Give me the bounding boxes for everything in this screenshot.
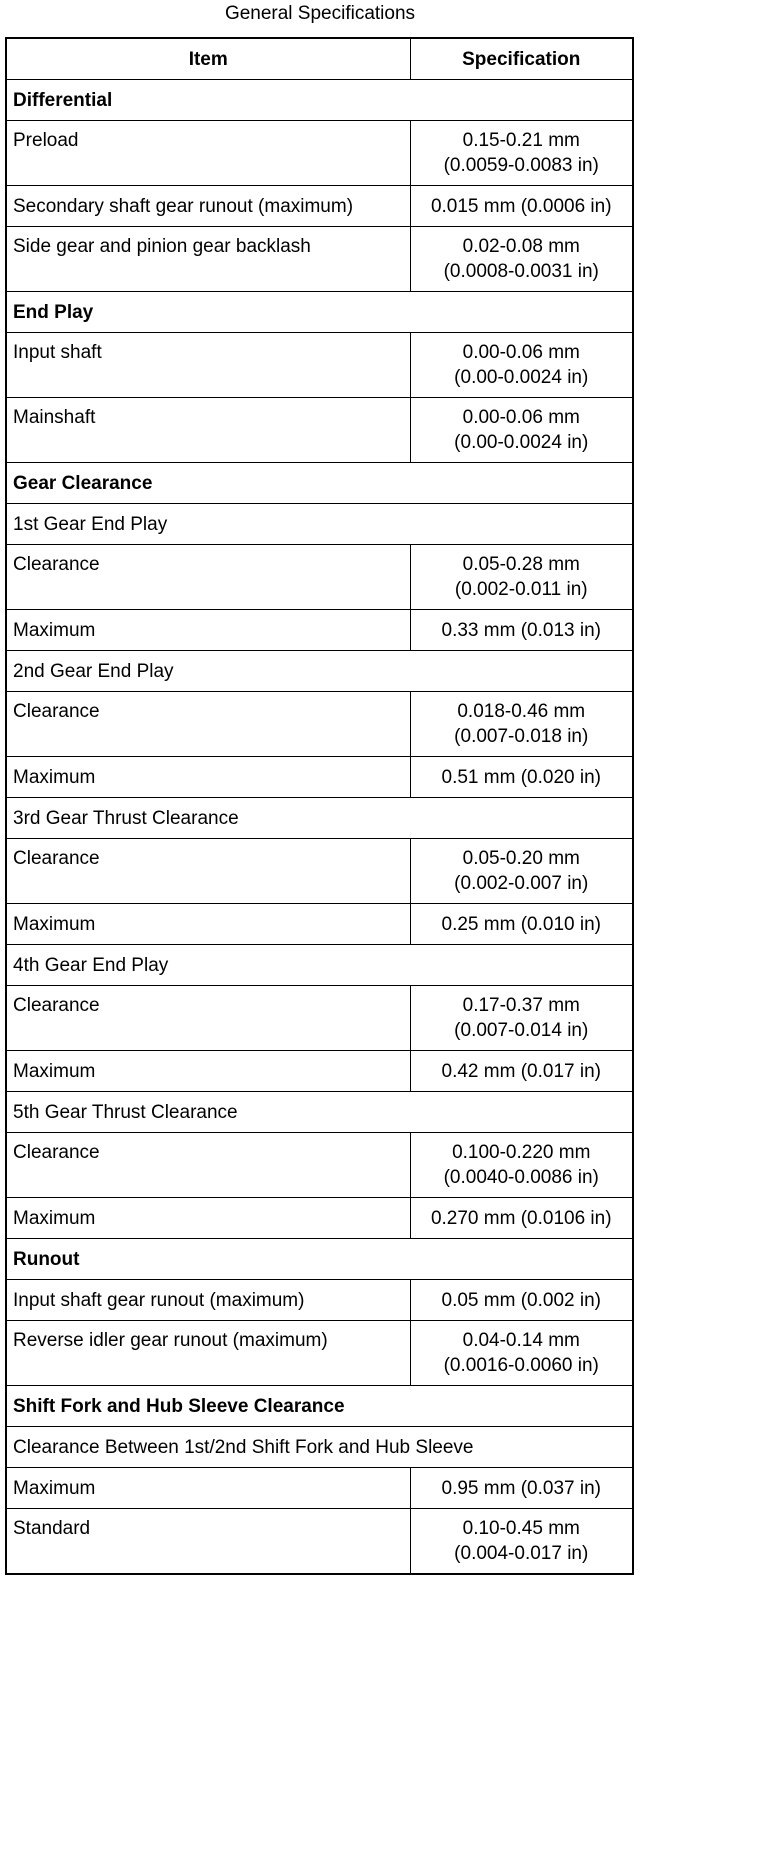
table-row: [6, 839, 633, 904]
section-title: Shift Fork and Hub Sleeve Clearance: [6, 1386, 633, 1427]
specification-cell: 0.02-0.08 mm (0.0008-0.0031 in): [410, 227, 633, 292]
item-cell: Reverse idler gear runout (maximum): [6, 1321, 410, 1386]
subsection-title: 2nd Gear End Play: [6, 651, 633, 692]
table-row: [6, 1321, 633, 1386]
item-cell: Secondary shaft gear runout (maximum): [6, 186, 410, 227]
subsection-title: 4th Gear End Play: [6, 945, 633, 986]
table-row: [6, 186, 633, 227]
subsection-row: [6, 1427, 633, 1468]
specification-cell: 0.10-0.45 mm (0.004-0.017 in): [410, 1509, 633, 1575]
section-title: Differential: [6, 80, 633, 121]
item-cell: Input shaft: [6, 333, 410, 398]
item-cell: Mainshaft: [6, 398, 410, 463]
item-cell: Maximum: [6, 757, 410, 798]
item-cell: Maximum: [6, 610, 410, 651]
table-row: [6, 227, 633, 292]
section-header-row: [6, 463, 633, 504]
subsection-title: 1st Gear End Play: [6, 504, 633, 545]
section-header-row: [6, 80, 633, 121]
subsection-row: [6, 651, 633, 692]
subsection-title: Clearance Between 1st/2nd Shift Fork and Hub Sleeve: [6, 1427, 633, 1468]
section-header-row: [6, 1239, 633, 1280]
section-title: Runout: [6, 1239, 633, 1280]
item-cell: Side gear and pinion gear backlash: [6, 227, 410, 292]
specification-cell: 0.33 mm (0.013 in): [410, 610, 633, 651]
specification-cell: 0.05-0.20 mm (0.002-0.007 in): [410, 839, 633, 904]
item-cell: Maximum: [6, 1198, 410, 1239]
specification-cell: 0.270 mm (0.0106 in): [410, 1198, 633, 1239]
subsection-title: 5th Gear Thrust Clearance: [6, 1092, 633, 1133]
item-cell: Preload: [6, 121, 410, 186]
table-row: [6, 1468, 633, 1509]
item-cell: Clearance: [6, 545, 410, 610]
item-column-header: Item: [6, 38, 410, 80]
item-cell: Maximum: [6, 904, 410, 945]
header-row: [6, 38, 633, 80]
item-cell: Maximum: [6, 1051, 410, 1092]
specification-cell: 0.00-0.06 mm (0.00-0.0024 in): [410, 333, 633, 398]
subsection-row: [6, 798, 633, 839]
item-cell: Clearance: [6, 839, 410, 904]
item-cell: Clearance: [6, 986, 410, 1051]
specification-cell: 0.05-0.28 mm (0.002-0.011 in): [410, 545, 633, 610]
table-row: [6, 1280, 633, 1321]
item-cell: Standard: [6, 1509, 410, 1575]
section-header-row: [6, 292, 633, 333]
item-cell: Maximum: [6, 1468, 410, 1509]
section-title: Gear Clearance: [6, 463, 633, 504]
table-row: [6, 610, 633, 651]
specification-cell: 0.00-0.06 mm (0.00-0.0024 in): [410, 398, 633, 463]
specification-cell: 0.25 mm (0.010 in): [410, 904, 633, 945]
item-cell: Input shaft gear runout (maximum): [6, 1280, 410, 1321]
table-caption: General Specifications: [224, 3, 416, 24]
table-row: [6, 1051, 633, 1092]
table-row: [6, 333, 633, 398]
table-row: [6, 1509, 633, 1575]
item-cell: Clearance: [6, 692, 410, 757]
specifications-table: [5, 37, 634, 1575]
section-header-row: [6, 1386, 633, 1427]
table-row: [6, 757, 633, 798]
table-body: [6, 80, 633, 1575]
table-row: [6, 1198, 633, 1239]
section-title: End Play: [6, 292, 633, 333]
specification-cell: 0.42 mm (0.017 in): [410, 1051, 633, 1092]
subsection-row: [6, 945, 633, 986]
item-cell: Clearance: [6, 1133, 410, 1198]
specification-cell: 0.05 mm (0.002 in): [410, 1280, 633, 1321]
specification-cell: 0.04-0.14 mm (0.0016-0.0060 in): [410, 1321, 633, 1386]
specification-column-header: Specification: [410, 38, 633, 80]
subsection-row: [6, 1092, 633, 1133]
specification-cell: 0.17-0.37 mm (0.007-0.014 in): [410, 986, 633, 1051]
specification-cell: 0.15-0.21 mm (0.0059-0.0083 in): [410, 121, 633, 186]
table-row: [6, 121, 633, 186]
specification-cell: 0.018-0.46 mm (0.007-0.018 in): [410, 692, 633, 757]
specification-cell: 0.51 mm (0.020 in): [410, 757, 633, 798]
specification-cell: 0.95 mm (0.037 in): [410, 1468, 633, 1509]
table-row: [6, 545, 633, 610]
subsection-row: [6, 504, 633, 545]
table-row: [6, 904, 633, 945]
table-row: [6, 692, 633, 757]
table-row: [6, 986, 633, 1051]
table-row: [6, 1133, 633, 1198]
specification-cell: 0.100-0.220 mm (0.0040-0.0086 in): [410, 1133, 633, 1198]
subsection-title: 3rd Gear Thrust Clearance: [6, 798, 633, 839]
specification-cell: 0.015 mm (0.0006 in): [410, 186, 633, 227]
table-row: [6, 398, 633, 463]
